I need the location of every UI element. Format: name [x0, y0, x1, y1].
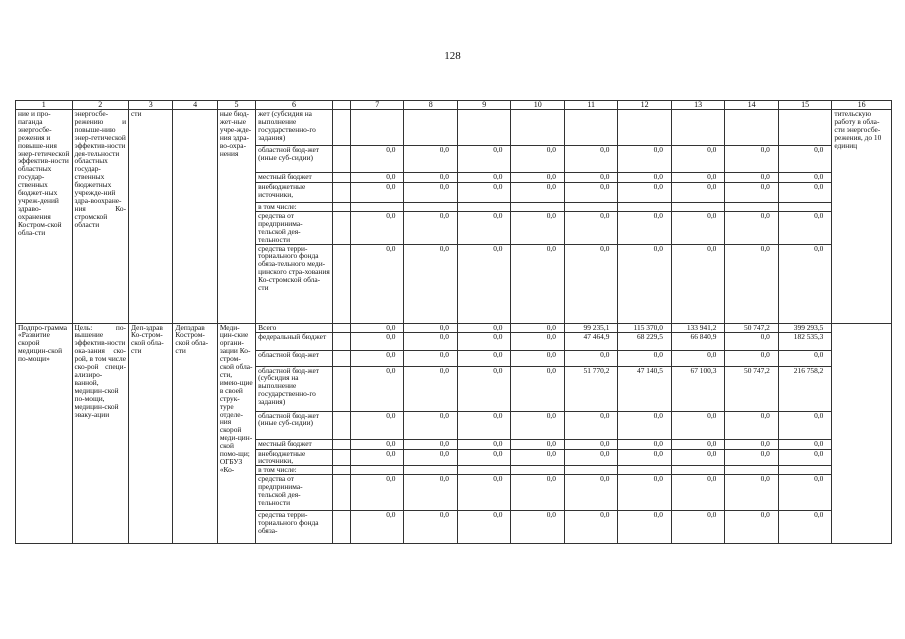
funding-value: 0,0 [351, 439, 404, 449]
funding-value: 0,0 [725, 449, 778, 466]
funding-value: 0,0 [351, 183, 404, 203]
funding-value: 0,0 [671, 350, 724, 366]
funding-value: 0,0 [511, 411, 564, 439]
funding-value: 0,0 [457, 411, 510, 439]
continued-col5: ные бюд-жет-ные учре-жде-ния здра-во-охра-нения [217, 110, 255, 324]
funding-value: 0,0 [618, 173, 671, 183]
funding-value: 50 747,2 [725, 323, 778, 332]
funding-value [351, 203, 404, 212]
spacer-cell [332, 244, 350, 323]
continued-col3: сти [129, 110, 173, 324]
funding-value: 399 293,5 [778, 323, 831, 332]
spacer-cell [332, 350, 350, 366]
column-header: 1 [16, 101, 73, 110]
funding-value: 0,0 [511, 366, 564, 411]
column-header: 15 [778, 101, 831, 110]
funding-value: 0,0 [351, 323, 404, 332]
spacer-cell [332, 332, 350, 350]
funding-value: 0,0 [404, 475, 457, 511]
funding-value: 51 770,2 [564, 366, 617, 411]
funding-value: 115 370,0 [618, 323, 671, 332]
spacer-cell [332, 411, 350, 439]
page-number: 128 [444, 50, 461, 62]
column-header: 2 [72, 101, 129, 110]
column-header: 6 [256, 101, 333, 110]
funding-value: 0,0 [404, 211, 457, 244]
funding-source-label: местный бюджет [256, 173, 333, 183]
funding-value: 0,0 [778, 439, 831, 449]
funding-value: 0,0 [511, 350, 564, 366]
funding-value: 0,0 [725, 211, 778, 244]
funding-value: 0,0 [564, 173, 617, 183]
funding-value: 47 140,5 [618, 366, 671, 411]
funding-value [511, 203, 564, 212]
funding-value [725, 466, 778, 475]
spacer-cell [332, 110, 350, 146]
funding-value: 0,0 [511, 173, 564, 183]
funding-value: 66 840,9 [671, 332, 724, 350]
funding-value [564, 110, 617, 146]
subprogram-col2: Цель: по-вышение эффектив-ности ока-зания ско-рой, в том числе ско-рой специ-ализиро-ванной, медицин-ской по-мощи, медицин-ской эваку-ации [72, 323, 129, 544]
funding-value: 0,0 [671, 146, 724, 173]
funding-value: 0,0 [778, 475, 831, 511]
funding-value: 0,0 [511, 511, 564, 544]
column-header: 11 [564, 101, 617, 110]
funding-value [618, 466, 671, 475]
funding-value: 0,0 [564, 511, 617, 544]
funding-value [671, 203, 724, 212]
funding-value: 0,0 [671, 173, 724, 183]
funding-value [725, 110, 778, 146]
funding-value: 0,0 [404, 511, 457, 544]
funding-value: 0,0 [671, 411, 724, 439]
funding-value: 0,0 [351, 173, 404, 183]
funding-value: 0,0 [457, 146, 510, 173]
funding-value: 0,0 [404, 449, 457, 466]
funding-value [671, 466, 724, 475]
funding-value: 0,0 [564, 411, 617, 439]
funding-value: 0,0 [618, 511, 671, 544]
funding-value [457, 203, 510, 212]
funding-value: 0,0 [778, 411, 831, 439]
funding-value [778, 466, 831, 475]
funding-source-label: областной бюд-жет (иные суб-сидии) [256, 146, 333, 173]
funding-value: 0,0 [725, 475, 778, 511]
funding-value: 0,0 [457, 244, 510, 323]
funding-value: 0,0 [618, 411, 671, 439]
continued-row [16, 110, 892, 146]
subprogram-col16 [832, 323, 892, 544]
funding-value: 47 464,9 [564, 332, 617, 350]
column-header: 5 [217, 101, 255, 110]
funding-value: 0,0 [778, 146, 831, 173]
funding-value: 0,0 [457, 439, 510, 449]
subprogram-col3: Деп-здрав Ко-стром-ской обла-сти [129, 323, 173, 544]
funding-value: 0,0 [351, 366, 404, 411]
column-header: 9 [457, 101, 510, 110]
program-funding-table [15, 100, 892, 544]
funding-value: 182 535,3 [778, 332, 831, 350]
funding-value [778, 203, 831, 212]
funding-value: 0,0 [671, 211, 724, 244]
funding-value: 0,0 [511, 439, 564, 449]
spacer-cell [332, 203, 350, 212]
subprogram-col5: Меди-цин-ские органи-зации Ко-стром-ской обла-сти, имею-щие в своей струк-туре отделе-ния скорой меди-цин-ской помо-щи; ОГБУЗ «Ко- [217, 323, 255, 544]
funding-value: 0,0 [671, 183, 724, 203]
funding-value: 0,0 [511, 211, 564, 244]
funding-value: 0,0 [351, 449, 404, 466]
spacer-cell [332, 366, 350, 411]
column-header [332, 101, 350, 110]
funding-value [725, 203, 778, 212]
spacer-cell [332, 511, 350, 544]
funding-value: 0,0 [778, 350, 831, 366]
funding-value: 0,0 [671, 439, 724, 449]
funding-value [404, 203, 457, 212]
funding-value: 0,0 [564, 350, 617, 366]
funding-value: 0,0 [457, 211, 510, 244]
funding-source-label: областной бюд-жет (иные суб-сидии) [256, 411, 333, 439]
funding-value: 0,0 [457, 511, 510, 544]
funding-value: 0,0 [351, 332, 404, 350]
continued-col4 [173, 110, 217, 324]
funding-value: 0,0 [725, 183, 778, 203]
funding-value: 0,0 [725, 244, 778, 323]
funding-value: 0,0 [564, 211, 617, 244]
funding-value: 0,0 [618, 146, 671, 173]
funding-value [564, 203, 617, 212]
funding-value: 0,0 [457, 350, 510, 366]
funding-value: 0,0 [511, 183, 564, 203]
funding-source-label: местный бюджет [256, 439, 333, 449]
column-header: 7 [351, 101, 404, 110]
funding-value: 0,0 [457, 449, 510, 466]
funding-value: 0,0 [618, 244, 671, 323]
funding-value: 0,0 [457, 475, 510, 511]
funding-value [564, 466, 617, 475]
funding-source-label: Всего [256, 323, 333, 332]
funding-value: 50 747,2 [725, 366, 778, 411]
funding-value: 0,0 [778, 173, 831, 183]
funding-value: 0,0 [511, 475, 564, 511]
funding-value: 0,0 [457, 366, 510, 411]
funding-value: 133 941,2 [671, 323, 724, 332]
funding-value [404, 110, 457, 146]
funding-value: 0,0 [457, 183, 510, 203]
subprogram-row [16, 323, 892, 332]
funding-value [778, 110, 831, 146]
funding-value [618, 110, 671, 146]
funding-value: 0,0 [618, 211, 671, 244]
funding-value: 0,0 [404, 366, 457, 411]
funding-value: 0,0 [404, 411, 457, 439]
funding-value: 0,0 [618, 475, 671, 511]
funding-value: 0,0 [778, 244, 831, 323]
funding-value: 0,0 [351, 475, 404, 511]
funding-value: 0,0 [618, 183, 671, 203]
funding-value: 0,0 [778, 183, 831, 203]
funding-value: 0,0 [671, 475, 724, 511]
funding-value: 0,0 [404, 439, 457, 449]
funding-value: 0,0 [725, 332, 778, 350]
funding-source-label: средства от предпринима-тельской дея-тельности [256, 211, 333, 244]
subprogram-col1: Подпро-грамма «Развитие скорой медицин-ской по-мощи» [16, 323, 73, 544]
spacer-cell [332, 173, 350, 183]
funding-value [351, 110, 404, 146]
column-header-row [16, 101, 892, 110]
funding-value: 0,0 [351, 511, 404, 544]
funding-value: 0,0 [457, 323, 510, 332]
column-header: 14 [725, 101, 778, 110]
funding-value: 0,0 [778, 511, 831, 544]
funding-source-label: федеральный бюджет [256, 332, 333, 350]
funding-value: 0,0 [404, 323, 457, 332]
funding-value: 0,0 [404, 244, 457, 323]
funding-value: 0,0 [671, 244, 724, 323]
funding-value: 0,0 [457, 332, 510, 350]
funding-source-label: областной бюд-жет (субсидия на выполнение государственно-го задания) [256, 366, 333, 411]
funding-value: 0,0 [404, 183, 457, 203]
funding-value [511, 466, 564, 475]
spacer-cell [332, 449, 350, 466]
funding-value: 0,0 [618, 439, 671, 449]
spacer-cell [332, 211, 350, 244]
funding-source-label: средства от предпринима-тельской дея-тельности [256, 475, 333, 511]
funding-source-label: жет (субсидия на выполнение государственно-го задания) [256, 110, 333, 146]
funding-value: 0,0 [671, 449, 724, 466]
table-body [16, 101, 892, 544]
funding-value: 0,0 [618, 350, 671, 366]
funding-value: 0,0 [457, 173, 510, 183]
spacer-cell [332, 183, 350, 203]
funding-value [618, 203, 671, 212]
spacer-cell [332, 146, 350, 173]
funding-value: 0,0 [511, 449, 564, 466]
continued-col1: ние и про-пагандa энергосбе-режения и повыше-ния энер-гетической эффектив-ности областных государ-ственных бюджет-ных учреж-дений здраво-охранения Костром-ской обла-сти [16, 110, 73, 324]
spacer-cell [332, 439, 350, 449]
column-header: 8 [404, 101, 457, 110]
funding-value: 0,0 [725, 146, 778, 173]
funding-source-label: внебюджетные источники, [256, 449, 333, 466]
column-header: 3 [129, 101, 173, 110]
funding-value: 0,0 [564, 183, 617, 203]
spacer-cell [332, 323, 350, 332]
funding-value [404, 466, 457, 475]
funding-value: 0,0 [351, 350, 404, 366]
funding-value: 0,0 [725, 173, 778, 183]
funding-value: 0,0 [351, 244, 404, 323]
spacer-cell [332, 475, 350, 511]
continued-col2: энергосбе-режению и повыше-нию энер-гетической эффектив-ности дея-тельности областных государ-ственных бюджетных учрежде-ний здра-воохране-ния Ко-стромской области [72, 110, 129, 324]
funding-value: 67 100,3 [671, 366, 724, 411]
funding-value: 0,0 [404, 146, 457, 173]
funding-value [511, 110, 564, 146]
column-header: 16 [832, 101, 892, 110]
funding-value: 0,0 [564, 475, 617, 511]
funding-value [671, 110, 724, 146]
funding-value [457, 466, 510, 475]
column-header: 12 [618, 101, 671, 110]
funding-value: 0,0 [725, 350, 778, 366]
funding-value: 0,0 [725, 411, 778, 439]
funding-value: 0,0 [564, 449, 617, 466]
funding-value: 0,0 [618, 449, 671, 466]
column-header: 13 [671, 101, 724, 110]
funding-value: 0,0 [404, 350, 457, 366]
funding-value: 0,0 [351, 211, 404, 244]
funding-value: 216 758,2 [778, 366, 831, 411]
funding-value: 0,0 [351, 411, 404, 439]
subprogram-col4: Депздрав Костром-ской обла-сти [173, 323, 217, 544]
funding-value: 68 229,5 [618, 332, 671, 350]
column-header: 4 [173, 101, 217, 110]
funding-source-label: средства терри-ториального фонда обяза- [256, 511, 333, 544]
funding-value [351, 466, 404, 475]
spacer-cell [332, 466, 350, 475]
funding-source-label: в том числе: [256, 203, 333, 212]
funding-source-label: внебюджетные источники, [256, 183, 333, 203]
funding-value: 0,0 [564, 439, 617, 449]
funding-value: 0,0 [671, 511, 724, 544]
funding-value: 0,0 [511, 323, 564, 332]
funding-value: 0,0 [351, 146, 404, 173]
funding-value: 0,0 [778, 449, 831, 466]
funding-source-label: областной бюд-жет [256, 350, 333, 366]
funding-value: 0,0 [778, 211, 831, 244]
funding-source-label: в том числе: [256, 466, 333, 475]
funding-value [457, 110, 510, 146]
funding-value: 0,0 [404, 173, 457, 183]
funding-value: 0,0 [725, 439, 778, 449]
funding-value: 0,0 [511, 244, 564, 323]
funding-value: 0,0 [511, 332, 564, 350]
funding-value: 0,0 [725, 511, 778, 544]
continued-col16: тительскую работу в обла-сти энергосбе-режения, до 10 единиц [832, 110, 892, 324]
funding-value: 0,0 [404, 332, 457, 350]
column-header: 10 [511, 101, 564, 110]
funding-source-label: средства терри-ториального фонда обяза-тельного меди-цинского стра-хования Ко-стромской обла-сти [256, 244, 333, 323]
funding-value: 0,0 [511, 146, 564, 173]
funding-value: 0,0 [564, 146, 617, 173]
funding-value: 0,0 [564, 244, 617, 323]
funding-value: 99 235,1 [564, 323, 617, 332]
